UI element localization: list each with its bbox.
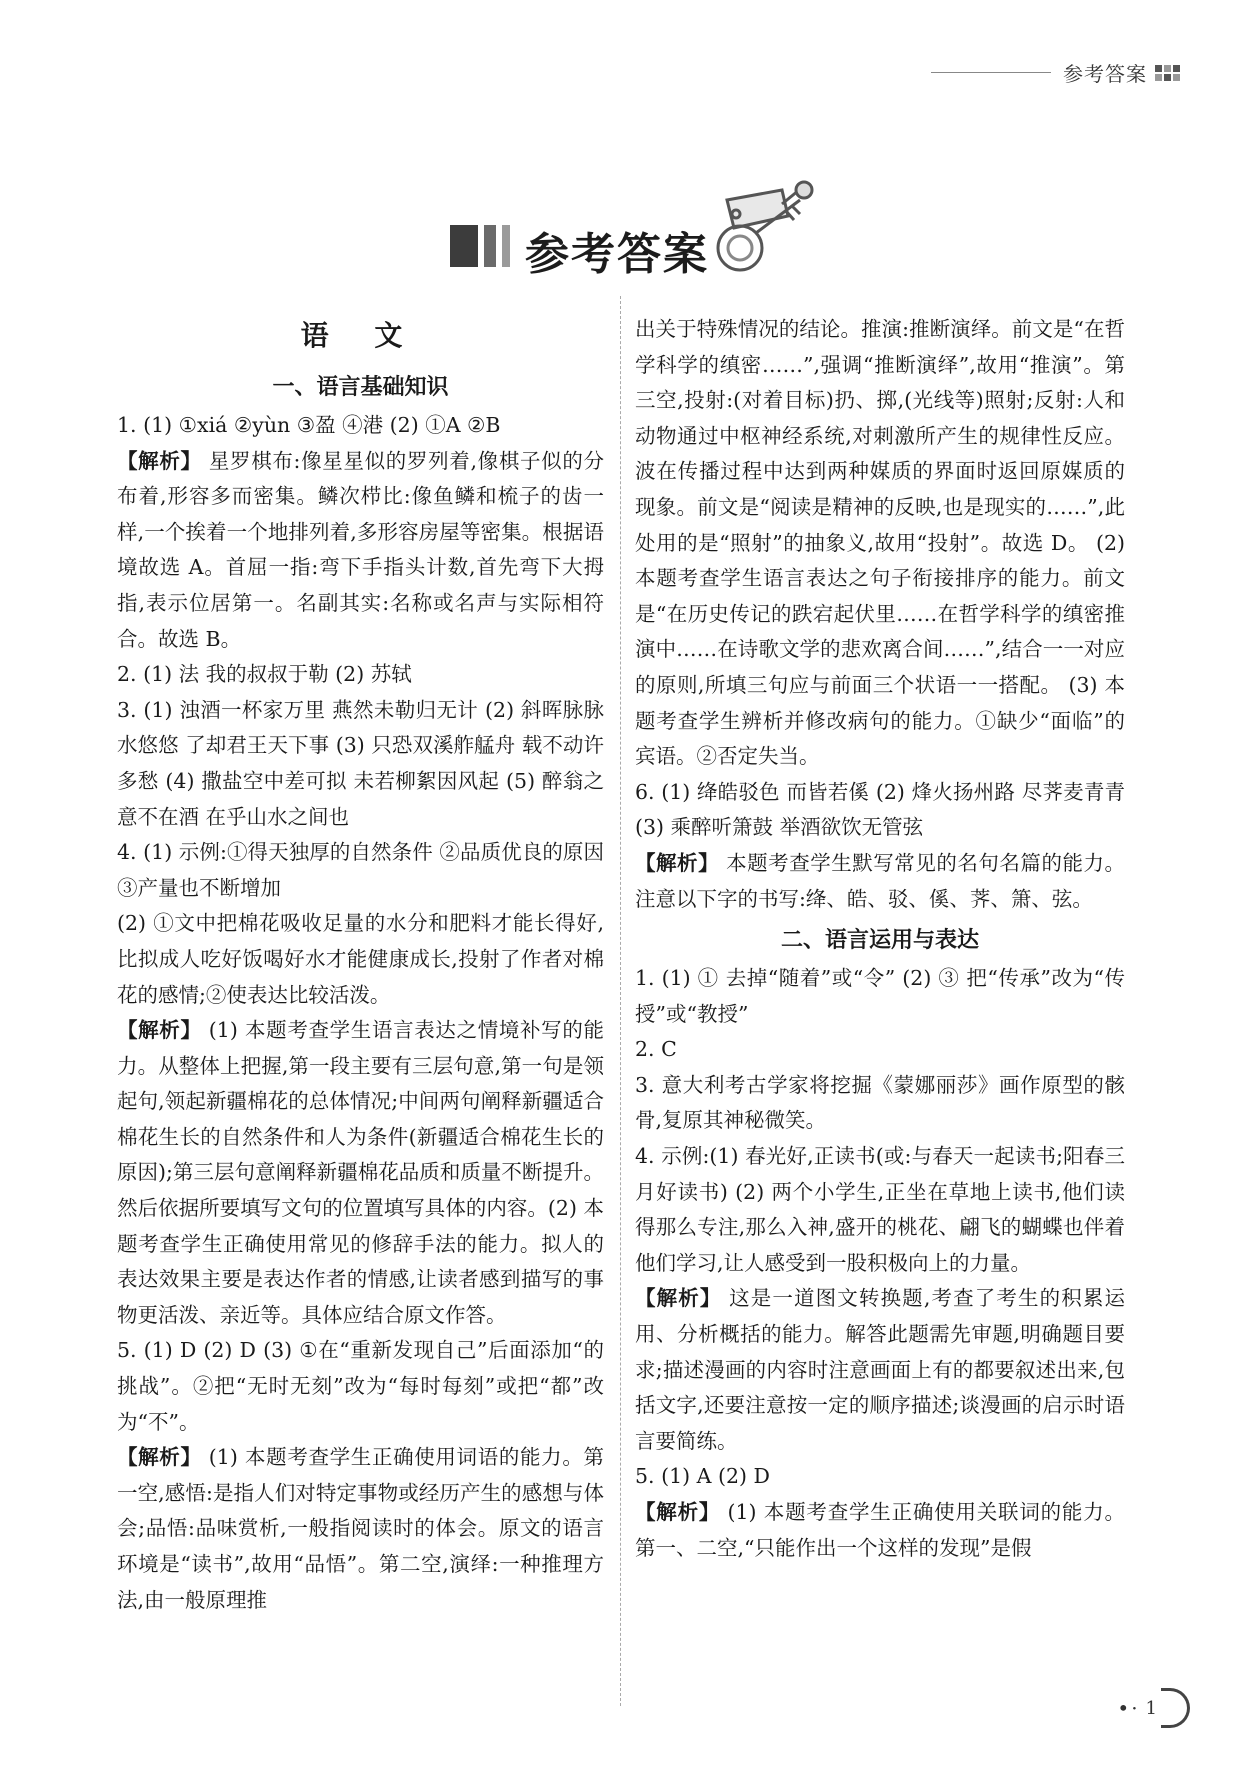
header-label: 参考答案 bbox=[1063, 62, 1147, 86]
analysis-q4: 【解析】 (1) 本题考查学生语言表达之情境补写的能力。从整体上把握,第一段主要有三层句意,第一句是领起句,领起新疆棉花的总体情况;中间两句阐释新疆适合棉花生长的自然条件和人为条件(新疆适合棉花生长的原因);第三层句意阐释新疆棉花品质和质量不断提升。然后依据所要填写文句的位置填写具体的内容。(2) 本题考查学生正确使用常见的修辞手法的能力。拟人的表达效果主要是表达作者的情感,让读者感到描写的事物更活泼、亲近等。具体应结合原文作答。 bbox=[117, 1018, 604, 1327]
running-header bbox=[931, 58, 1180, 87]
s2-answer-q4: 4. 示例:(1) 春光好,正读书(或:与春天一起读书;阳春三月好读书) (2) 两个小学生,正坐在草地上读书,他们读得那么专注,那么入神,盛开的桃花、翩飞的蝴蝶也伴着他们学习,让人感受到一股积极向上的力量。 bbox=[635, 1144, 1125, 1275]
answer-q3: 3. (1) 浊酒一杯家万里 燕然未勒归无计 (2) 斜晖脉脉水悠悠 了却君王天下事 (3) 只恐双溪舴艋舟 载不动许多愁 (4) 撒盐空中差可拟 未若柳絮因风起 (5) 醉翁之意不在酒 在乎山水之间也 bbox=[117, 697, 604, 829]
s2-answer-q3: 3. 意大利考古学家将挖掘《蒙娜丽莎》画作原型的骸骨,复原其神秘微笑。 bbox=[635, 1072, 1125, 1133]
section-heading-1: 一、语言基础知识 bbox=[272, 375, 449, 400]
analysis-q5: 【解析】 (1) 本题考查学生正确使用词语的能力。第一空,感悟:是指人们对特定事物或经历产生的感想与体会;品悟:品味赏析,一般指阅读时的体会。原文的语言环境是“读书”,故用“品悟”。第二空,演绎:一种推理方法,由一般原理推 bbox=[117, 1445, 604, 1612]
analysis-q5-continued: 出关于特殊情况的结论。推演:推断演绎。前文是“在哲学科学的缜密……”,强调“推断演绎”,故用“推演”。第三空,投射:(对着目标)扔、掷,(光线等)照射;反射:人和动物通过中枢神经系统,对刺激所产生的规律性反应。波在传播过程中达到两种媒质的界面时返回原媒质的现象。前文是“阅读是精神的反映,也是现实的……”,此处用的是“照射”的抽象义,故用“投射”。故选 D。 (2) 本题考查学生语言表达之句子衔接排序的能力。前文是“在历史传记的跌宕起伏里……在哲学科学的缜密推演中……在诗歌文学的悲欢离合间……”,结合一一对应的原则,所填三句应与前面三个状语一一搭配。 (3) 本题考查学生辨析并修改病句的能力。①缺少“面临”的宾语。②否定失当。 bbox=[635, 317, 1125, 769]
page-number bbox=[1117, 1688, 1190, 1728]
section-heading-2: 二、语言运用与表达 bbox=[780, 928, 979, 954]
analysis-q1: 【解析】 星罗棋布:像星星似的罗列着,像棋子似的分布着,形容多而密集。鳞次栉比:像鱼鳞和梳子的齿一样,一个挨着一个地排列着,多形容房屋等密集。根据语境故选 A。首屈一指:弯下手指头计数,首先弯下大拇指,表示位居第一。名副其实:名称或名声与实际相符合。故选 B。 bbox=[117, 448, 604, 651]
s2-answer-q5: 5. (1) A (2) D bbox=[635, 1464, 770, 1489]
key-tag-icon bbox=[712, 178, 822, 278]
answer-q2: 2. (1) 法 我的叔叔于勒 (2) 苏轼 bbox=[117, 662, 412, 687]
answer-q1: 1. (1) ①xiá ②yùn ③盈 ④港 (2) ①A ②B bbox=[117, 413, 501, 437]
s2-analysis-q4: 【解析】 这是一道图文转换题,考查了考生的积累运用、分析概括的能力。解答此题需先审题,明确题目要求;描述漫画的内容时注意画面上有的都要叙述出来,包括文字,还要注意按一定的顺序描述;谈漫画的启示时语言要简练。 bbox=[635, 1286, 1125, 1453]
dots-icon: •· bbox=[1117, 1696, 1140, 1720]
page-arc-icon bbox=[1161, 1688, 1190, 1728]
analysis-q6: 【解析】 本题考查学生默写常见的名句名篇的能力。注意以下字的书写:绛、皓、驳、傒、荠、箫、弦。 bbox=[635, 850, 1126, 911]
page-number-text: 1 bbox=[1145, 1697, 1157, 1719]
left-column bbox=[117, 312, 604, 1618]
header-rule bbox=[931, 72, 1051, 73]
answer-q5: 5. (1) D (2) D (3) ①在“重新发现自己”后面添加“的挑战”。②把“无时无刻”改为“每时每刻”或把“都”改为“不”。 bbox=[117, 1338, 604, 1434]
banner-bars-icon bbox=[450, 225, 516, 267]
s2-answer-q1: 1. (1) ① 去掉“随着”或“令” (2) ③ 把“传承”改为“传授”或“教授” bbox=[635, 966, 1125, 1026]
answer-q4-part2: (2) ①文中把棉花吸收足量的水分和肥料才能长得好,比拟成人吃好饭喝好水才能健康成长,投射了作者对棉花的感情;②使表达比较活泼。 bbox=[117, 911, 604, 1007]
grid-icon bbox=[1155, 65, 1180, 81]
answer-q6: 6. (1) 绛皓驳色 而皆若傒 (2) 烽火扬州路 尽荠麦青青 (3) 乘醉听箫鼓 举酒欲饮无管弦 bbox=[635, 779, 1125, 840]
answer-q4: 4. (1) 示例:①得天独厚的自然条件 ②品质优良的原因 ③产量也不断增加 bbox=[117, 840, 604, 900]
right-column bbox=[635, 312, 1125, 1566]
s2-answer-q2: 2. C bbox=[635, 1037, 677, 1062]
s2-analysis-q5: 【解析】 (1) 本题考查学生正确使用关联词的能力。第一、二空,“只能作出一个这样的发现”是假 bbox=[635, 1500, 1125, 1560]
subject-title: 语 文 bbox=[300, 319, 421, 352]
column-divider bbox=[620, 296, 621, 1706]
banner-title: 参考答案 bbox=[525, 229, 709, 280]
title-banner bbox=[450, 178, 820, 298]
